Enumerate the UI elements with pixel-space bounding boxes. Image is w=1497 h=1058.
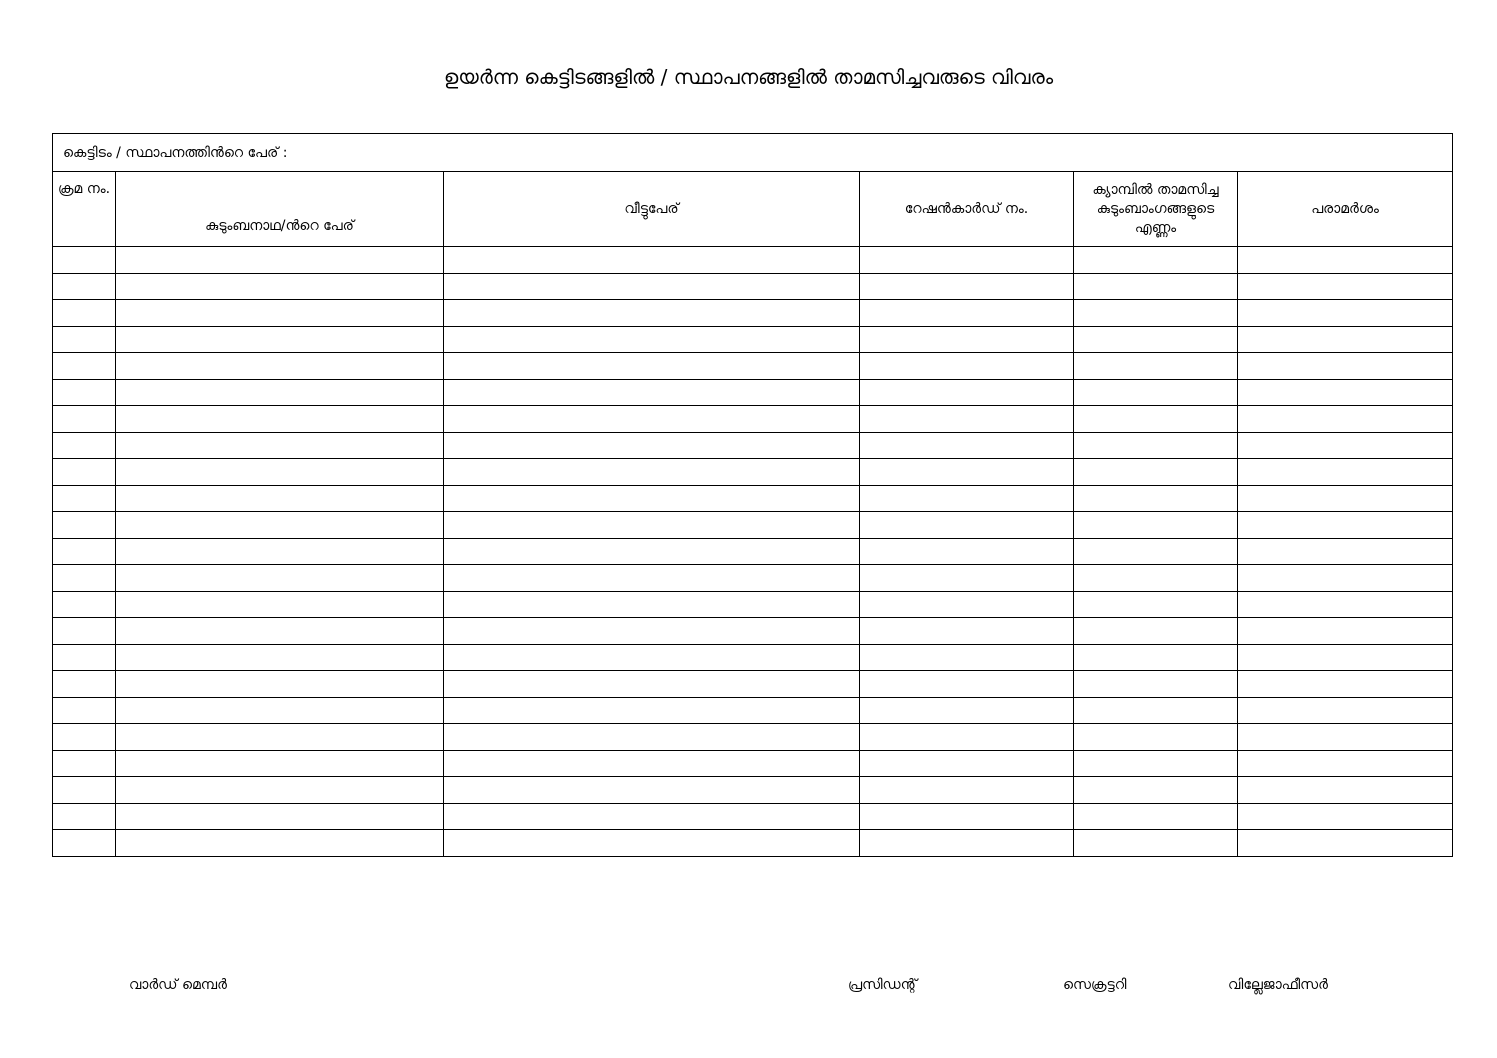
cell-sl[interactable] [53, 591, 116, 618]
cell-house[interactable] [444, 803, 860, 830]
cell-count[interactable] [1074, 671, 1238, 698]
table-row [53, 565, 1453, 592]
cell-count[interactable] [1074, 485, 1238, 512]
cell-head[interactable] [116, 512, 444, 539]
cell-ration[interactable] [860, 618, 1074, 645]
cell-head[interactable] [116, 750, 444, 777]
cell-ration[interactable] [860, 830, 1074, 857]
cell-sl[interactable] [53, 803, 116, 830]
cell-ration[interactable] [860, 671, 1074, 698]
page-title: ഉയർന്ന കെട്ടിടങ്ങളിൽ / സ്ഥാപനങ്ങളിൽ താമസിച്ചവരുടെ വിവരം [443, 65, 1054, 89]
signature-ward-member: വാർഡ് മെമ്പർ [129, 977, 227, 993]
cell-ration[interactable] [860, 379, 1074, 406]
cell-head[interactable] [116, 538, 444, 565]
cell-count[interactable] [1074, 247, 1238, 274]
cell-sl[interactable] [53, 671, 116, 698]
table-row [53, 247, 1453, 274]
cell-head[interactable] [116, 300, 444, 327]
cell-remarks[interactable] [1238, 777, 1453, 804]
cell-remarks[interactable] [1238, 565, 1453, 592]
table-row [53, 671, 1453, 698]
cell-head[interactable] [116, 830, 444, 857]
header-house-name: വീട്ടുപേര് [444, 172, 860, 247]
cell-count[interactable] [1074, 618, 1238, 645]
cell-count[interactable] [1074, 803, 1238, 830]
cell-remarks[interactable] [1238, 724, 1453, 751]
cell-ration[interactable] [860, 247, 1074, 274]
cell-count[interactable] [1074, 459, 1238, 486]
cell-house[interactable] [444, 724, 860, 751]
cell-remarks[interactable] [1238, 353, 1453, 380]
cell-sl[interactable] [53, 485, 116, 512]
cell-remarks[interactable] [1238, 406, 1453, 433]
cell-house[interactable] [444, 777, 860, 804]
cell-house[interactable] [444, 671, 860, 698]
cell-house[interactable] [444, 618, 860, 645]
table-row [53, 485, 1453, 512]
cell-remarks[interactable] [1238, 379, 1453, 406]
cell-count[interactable] [1074, 353, 1238, 380]
cell-count[interactable] [1074, 326, 1238, 353]
cell-head[interactable] [116, 485, 444, 512]
table-row [53, 803, 1453, 830]
cell-sl[interactable] [53, 618, 116, 645]
cell-house[interactable] [444, 591, 860, 618]
cell-head[interactable] [116, 618, 444, 645]
header-serial-no: ക്രമ നം. [53, 172, 116, 247]
cell-sl[interactable] [53, 777, 116, 804]
cell-head[interactable] [116, 591, 444, 618]
table-row [53, 618, 1453, 645]
cell-count[interactable] [1074, 379, 1238, 406]
cell-house[interactable] [444, 247, 860, 274]
cell-ration[interactable] [860, 512, 1074, 539]
cell-head[interactable] [116, 697, 444, 724]
cell-ration[interactable] [860, 750, 1074, 777]
header-members-count: ക്യാമ്പിൽ താമസിച്ച കുടുംബാംഗങ്ങളുടെ എണ്ണം [1074, 172, 1238, 247]
cell-count[interactable] [1074, 644, 1238, 671]
signature-president: പ്രസിഡന്റ് [848, 977, 918, 993]
cell-count[interactable] [1074, 697, 1238, 724]
table-row [53, 406, 1453, 433]
cell-ration[interactable] [860, 724, 1074, 751]
cell-head[interactable] [116, 644, 444, 671]
cell-house[interactable] [444, 432, 860, 459]
cell-remarks[interactable] [1238, 247, 1453, 274]
cell-house[interactable] [444, 697, 860, 724]
cell-remarks[interactable] [1238, 459, 1453, 486]
table-row [53, 326, 1453, 353]
cell-sl[interactable] [53, 565, 116, 592]
cell-head[interactable] [116, 379, 444, 406]
cell-house[interactable] [444, 538, 860, 565]
signature-secretary: സെക്രട്ടറി [1063, 977, 1127, 993]
cell-sl[interactable] [53, 724, 116, 751]
cell-count[interactable] [1074, 777, 1238, 804]
cell-head[interactable] [116, 273, 444, 300]
cell-sl[interactable] [53, 300, 116, 327]
cell-head[interactable] [116, 406, 444, 433]
table-row [53, 273, 1453, 300]
cell-sl[interactable] [53, 750, 116, 777]
cell-head[interactable] [116, 432, 444, 459]
cell-remarks[interactable] [1238, 300, 1453, 327]
header-remarks: പരാമർശം [1238, 172, 1453, 247]
table-row [53, 538, 1453, 565]
cell-count[interactable] [1074, 750, 1238, 777]
cell-house[interactable] [444, 485, 860, 512]
table-row [53, 830, 1453, 857]
cell-sl[interactable] [53, 273, 116, 300]
cell-ration[interactable] [860, 273, 1074, 300]
table-row [53, 750, 1453, 777]
residents-table [52, 133, 1453, 857]
cell-remarks[interactable] [1238, 750, 1453, 777]
cell-sl[interactable] [53, 697, 116, 724]
building-name-label: കെട്ടിടം / സ്ഥാപനത്തിൻറെ പേര് : [63, 144, 288, 161]
cell-remarks[interactable] [1238, 432, 1453, 459]
cell-sl[interactable] [53, 353, 116, 380]
cell-house[interactable] [444, 300, 860, 327]
cell-count[interactable] [1074, 512, 1238, 539]
cell-head[interactable] [116, 353, 444, 380]
cell-remarks[interactable] [1238, 618, 1453, 645]
table-row [53, 697, 1453, 724]
cell-remarks[interactable] [1238, 830, 1453, 857]
cell-ration[interactable] [860, 697, 1074, 724]
cell-sl[interactable] [53, 247, 116, 274]
cell-count[interactable] [1074, 273, 1238, 300]
cell-house[interactable] [444, 353, 860, 380]
cell-remarks[interactable] [1238, 671, 1453, 698]
cell-house[interactable] [444, 379, 860, 406]
cell-ration[interactable] [860, 485, 1074, 512]
cell-remarks[interactable] [1238, 591, 1453, 618]
cell-count[interactable] [1074, 538, 1238, 565]
cell-house[interactable] [444, 830, 860, 857]
cell-head[interactable] [116, 565, 444, 592]
cell-sl[interactable] [53, 459, 116, 486]
cell-house[interactable] [444, 273, 860, 300]
cell-remarks[interactable] [1238, 512, 1453, 539]
cell-ration[interactable] [860, 644, 1074, 671]
cell-sl[interactable] [53, 512, 116, 539]
cell-ration[interactable] [860, 538, 1074, 565]
cell-house[interactable] [444, 565, 860, 592]
header-family-head-name: കുടുംബനാഥ/ൻറെ പേര് [116, 172, 444, 247]
cell-ration[interactable] [860, 591, 1074, 618]
cell-remarks[interactable] [1238, 697, 1453, 724]
cell-count[interactable] [1074, 724, 1238, 751]
cell-sl[interactable] [53, 538, 116, 565]
cell-remarks[interactable] [1238, 538, 1453, 565]
cell-remarks[interactable] [1238, 326, 1453, 353]
cell-house[interactable] [444, 512, 860, 539]
cell-sl[interactable] [53, 644, 116, 671]
cell-remarks[interactable] [1238, 485, 1453, 512]
cell-house[interactable] [444, 644, 860, 671]
cell-count[interactable] [1074, 830, 1238, 857]
cell-head[interactable] [116, 777, 444, 804]
table-row [53, 459, 1453, 486]
cell-sl[interactable] [53, 432, 116, 459]
cell-ration[interactable] [860, 803, 1074, 830]
cell-house[interactable] [444, 326, 860, 353]
cell-ration[interactable] [860, 432, 1074, 459]
cell-house[interactable] [444, 750, 860, 777]
cell-head[interactable] [116, 326, 444, 353]
header-ration-card-no: റേഷൻകാർഡ് നം. [860, 172, 1074, 247]
cell-remarks[interactable] [1238, 803, 1453, 830]
cell-count[interactable] [1074, 432, 1238, 459]
cell-count[interactable] [1074, 300, 1238, 327]
cell-remarks[interactable] [1238, 273, 1453, 300]
cell-count[interactable] [1074, 565, 1238, 592]
cell-house[interactable] [444, 406, 860, 433]
table-row [53, 379, 1453, 406]
table-row [53, 777, 1453, 804]
cell-remarks[interactable] [1238, 644, 1453, 671]
cell-count[interactable] [1074, 591, 1238, 618]
cell-ration[interactable] [860, 406, 1074, 433]
cell-sl[interactable] [53, 326, 116, 353]
cell-ration[interactable] [860, 326, 1074, 353]
table-row [53, 644, 1453, 671]
cell-house[interactable] [444, 459, 860, 486]
cell-head[interactable] [116, 671, 444, 698]
cell-ration[interactable] [860, 777, 1074, 804]
table-row [53, 432, 1453, 459]
cell-head[interactable] [116, 803, 444, 830]
cell-sl[interactable] [53, 406, 116, 433]
cell-head[interactable] [116, 459, 444, 486]
table-row [53, 353, 1453, 380]
signature-village-officer: വില്ലേജാഫീസർ [1228, 977, 1328, 993]
cell-head[interactable] [116, 247, 444, 274]
table-row [53, 724, 1453, 751]
cell-ration[interactable] [860, 300, 1074, 327]
cell-sl[interactable] [53, 830, 116, 857]
cell-sl[interactable] [53, 379, 116, 406]
building-name-field[interactable] [53, 134, 1453, 172]
table-row [53, 591, 1453, 618]
cell-head[interactable] [116, 724, 444, 751]
cell-ration[interactable] [860, 459, 1074, 486]
cell-ration[interactable] [860, 565, 1074, 592]
table-row [53, 300, 1453, 327]
cell-ration[interactable] [860, 353, 1074, 380]
cell-count[interactable] [1074, 406, 1238, 433]
table-row [53, 512, 1453, 539]
